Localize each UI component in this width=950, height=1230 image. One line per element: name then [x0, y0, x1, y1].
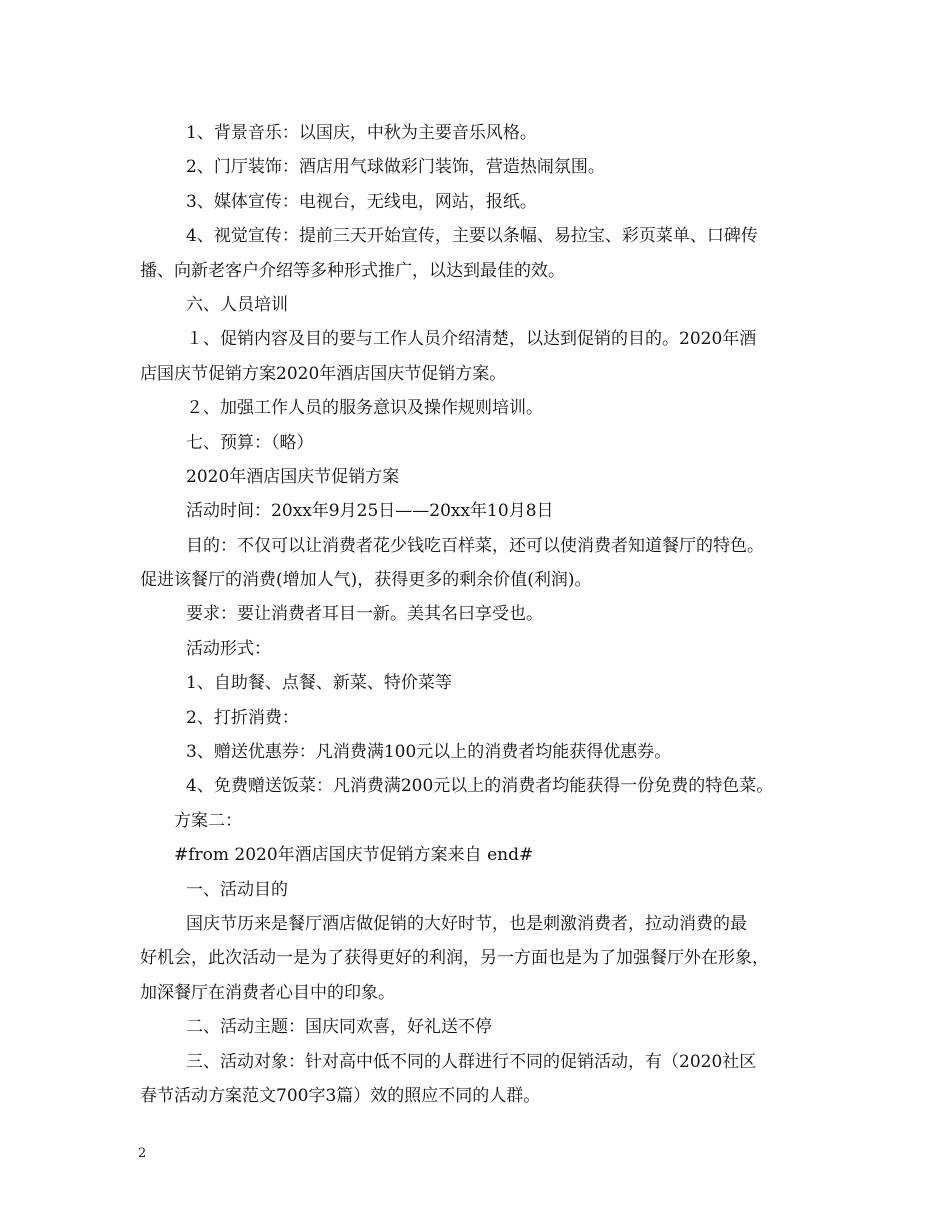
text-line: 3、赠送优惠券：凡消费满100元以上的消费者均能获得优惠券。: [186, 742, 672, 763]
text-line: 春节活动方案范文700字3篇）效的照应不同的人群。: [140, 1085, 541, 1106]
text-line: 三、活动对象：针对高中低不同的人群进行不同的促销活动，有（2020社区: [186, 1051, 757, 1072]
text-line: 店国庆节促销方案2020年酒店国庆节促销方案。: [140, 363, 507, 384]
text-line: 目的：不仅可以让消费者花少钱吃百样菜，还可以使消费者知道餐厅的特色。: [186, 535, 764, 556]
text-line: 一、活动目的: [186, 879, 288, 900]
text-line: 要求：要让消费者耳目一新。美其名曰享受也。: [186, 604, 543, 625]
text-line: 4、视觉宣传：提前三天开始宣传，主要以条幅、易拉宝、彩页菜单、口碑传: [186, 226, 758, 247]
text-line: 六、人员培训: [186, 294, 288, 315]
text-line: 4、免费赠送饭菜：凡消费满200元以上的消费者均能获得一份免费的特色菜。: [186, 776, 774, 797]
text-line: 加深餐厅在消费者心目中的印象。: [140, 982, 395, 1003]
text-line: 2、打折消费：: [186, 707, 299, 728]
text-line: 1、自助餐、点餐、新菜、特价菜等: [186, 673, 452, 694]
text-line: 促进该餐厅的消费(增加人气)，获得更多的剩余价值(利润)。: [140, 570, 592, 591]
document-body: [140, 116, 815, 1113]
text-line: 活动时间：20xx年9月25日——20xx年10月8日: [186, 501, 554, 522]
text-line: 国庆节历来是餐厅酒店做促销的大好时节，也是刺激消费者，拉动消费的最: [186, 913, 747, 934]
text-line: １、促销内容及目的要与工作人员介绍清楚，以达到促销的目的。2020年酒: [186, 329, 757, 350]
text-line: 七、预算：（略）: [186, 432, 314, 453]
text-line: 活动形式：: [186, 638, 271, 659]
text-line: 1、背景音乐：以国庆，中秋为主要音乐风格。: [186, 123, 537, 143]
text-line: #from 2020年酒店国庆节促销方案来自 end#: [174, 845, 534, 866]
text-line: 二、活动主题：国庆同欢喜，好礼送不停: [186, 1017, 492, 1038]
page-number: 2: [138, 1146, 147, 1161]
text-line: 好机会，此次活动一是为了获得更好的利润，另一方面也是为了加强餐厅外在形象，: [140, 948, 769, 969]
text-line: 3、媒体宣传：电视台，无线电，网站，报纸。: [186, 191, 537, 212]
text-line: ２、加强工作人员的服务意识及操作规则培训。: [186, 398, 543, 419]
text-line: 方案二：: [174, 810, 242, 831]
text-line: 播、向新老客户介绍等多种形式推广，以达到最佳的效。: [140, 260, 565, 281]
text-line: 2、门厅装饰：酒店用气球做彩门装饰，营造热闹氛围。: [186, 157, 605, 178]
text-line: 2020年酒店国庆节促销方案: [186, 466, 400, 487]
